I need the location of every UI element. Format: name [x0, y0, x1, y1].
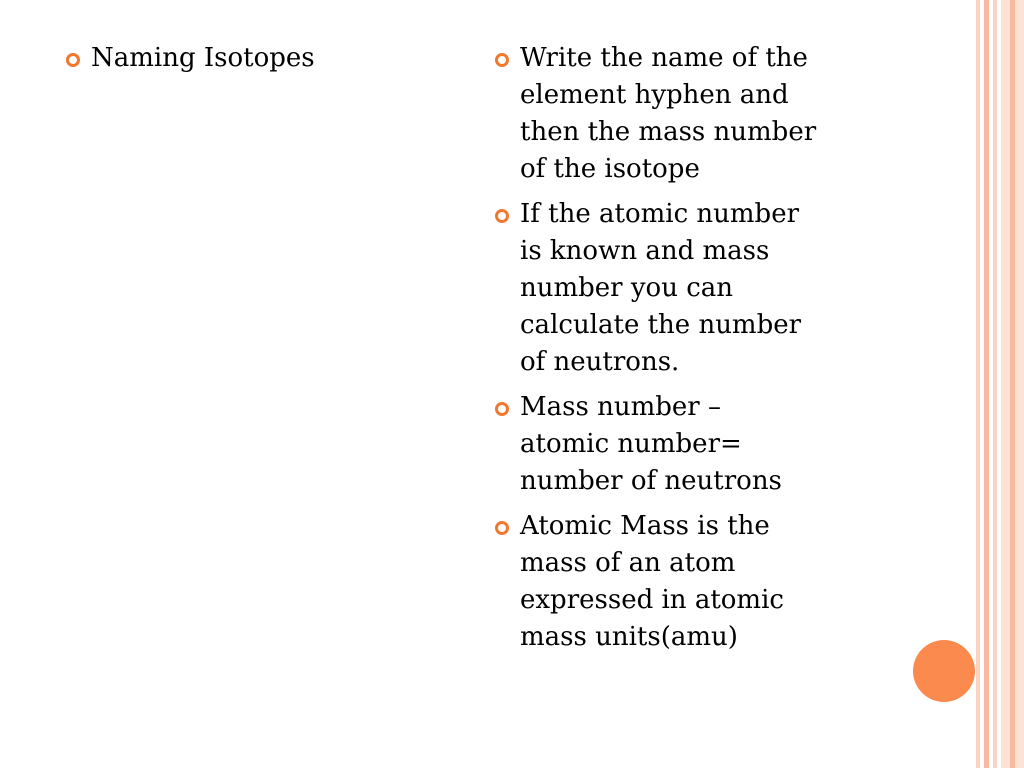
decorative-stripe: [1010, 0, 1015, 768]
bullet-text: Naming Isotopes: [91, 43, 315, 73]
right-bullet-list: [493, 40, 893, 656]
ring-bullet-icon: [495, 402, 509, 416]
bullet-item: [493, 196, 893, 381]
bullet-text: Mass number – atomic number= number of neutrons: [520, 392, 782, 496]
bullet-item: [493, 40, 893, 188]
bullet-text: Write the name of the element hyphen and then the mass number of the isotope: [520, 43, 817, 184]
bullet-text: If the atomic number is known and mass number you can calculate the number of neutrons.: [520, 199, 802, 377]
left-content-column: [64, 40, 444, 85]
ring-bullet-icon: [495, 209, 509, 223]
bullet-text: Atomic Mass is the mass of an atom expressed in atomic mass units(amu): [520, 511, 784, 652]
ring-bullet-icon: [495, 521, 509, 535]
orange-circle-decoration: [913, 640, 975, 702]
ring-bullet-icon: [495, 53, 509, 67]
right-content-column: [493, 40, 893, 664]
decorative-stripe: [984, 0, 989, 768]
bullet-item: [64, 40, 444, 77]
ring-bullet-icon: [66, 53, 80, 67]
decorative-stripe: [993, 0, 997, 768]
bullet-item: [493, 508, 893, 656]
left-bullet-list: [64, 40, 444, 77]
decorative-stripe: [976, 0, 980, 768]
bullet-item: [493, 389, 893, 500]
